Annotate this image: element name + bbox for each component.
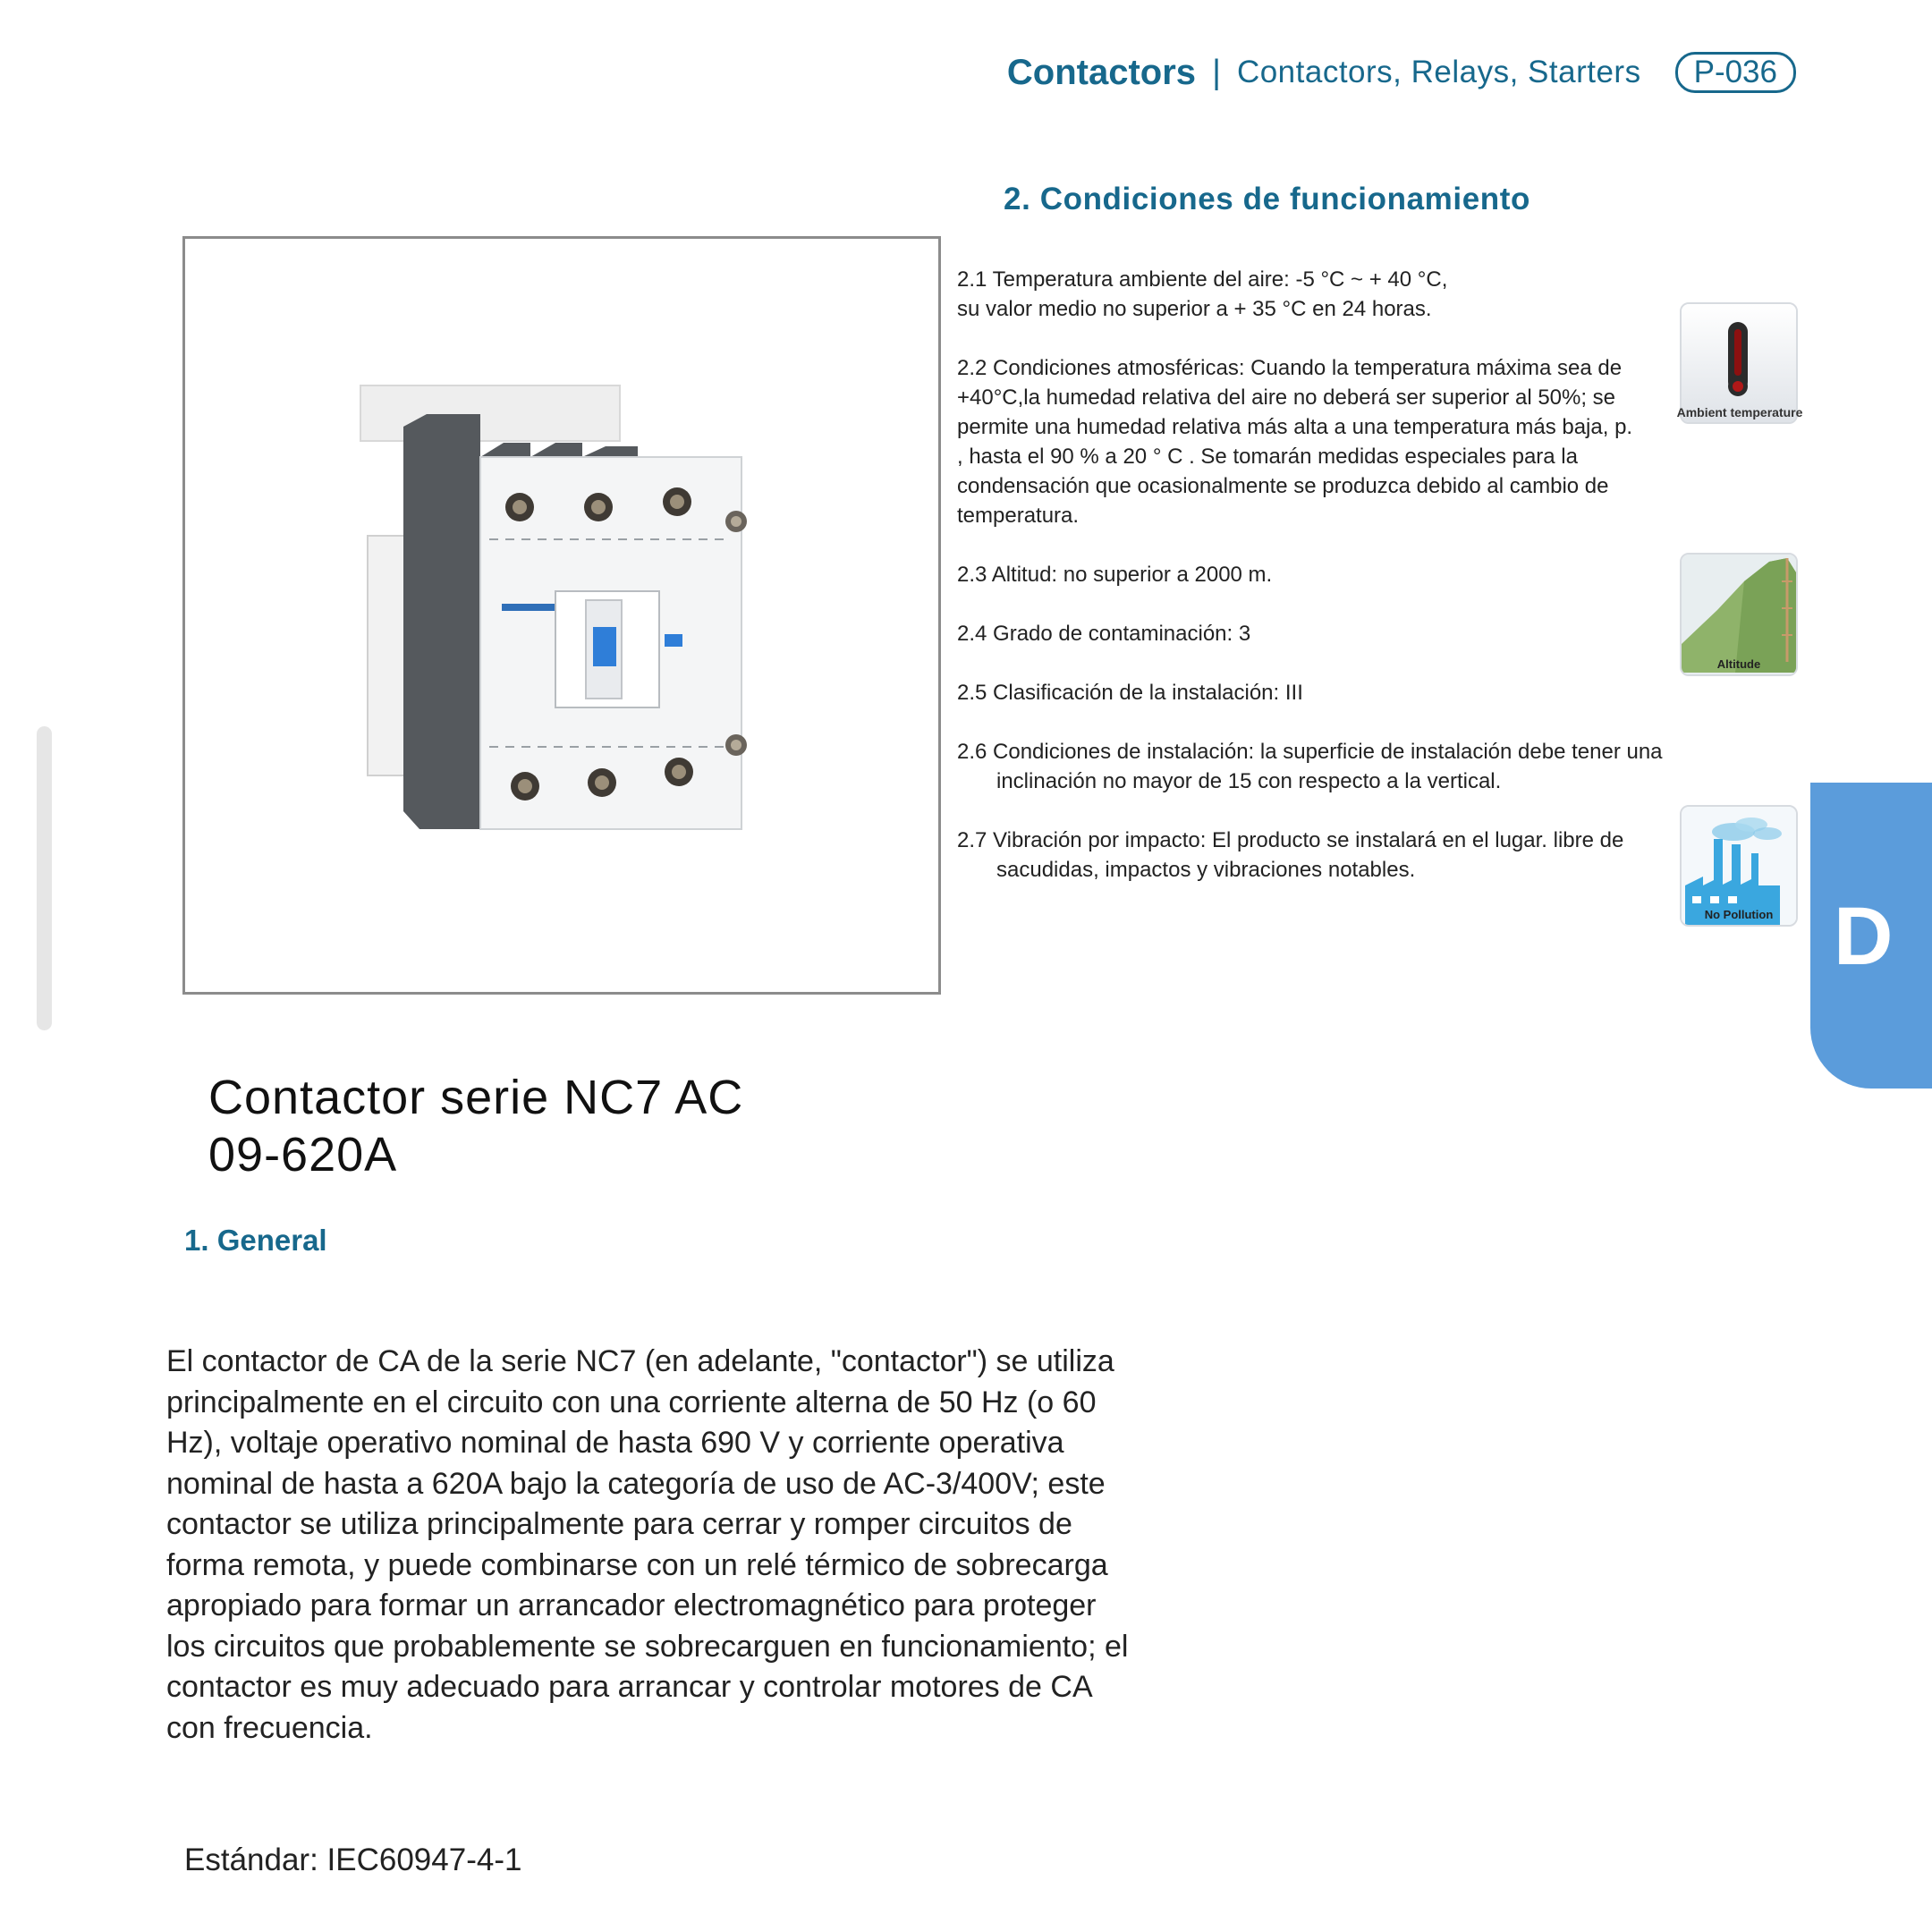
- condition-item: [957, 826, 1664, 885]
- product-title: [208, 1069, 743, 1183]
- scroll-indicator[interactable]: [37, 726, 52, 1030]
- general-description: El contactor de CA de la serie NC7 (en adelante, "contactor") se utiliza principalmente en el circuito con una corriente alterna de 50 Hz (o 60 Hz), voltaje operativo nominal de hasta 690 V y corriente operativa nominal de hasta a 620A bajo la categoría de uso de AC-3/400V; este contactor se utiliza principalmente para cerrar y romper circuitos de forma remota, y puede combinarse con un relé térmico de sobrecarga apropiado para formar un arrancador electromagnético para proteger los circuitos que probablemente se sobrecarguen en funcionamiento; el contactor es muy adecuado para arrancar y controlar motores de CA con frecuencia.: [166, 1344, 1129, 1745]
- product-title-line-2: 09-620A: [208, 1128, 398, 1182]
- mountain-icon: [1680, 553, 1798, 676]
- condition-text: 2.4 Grado de contaminación: 3: [957, 622, 1251, 646]
- section-tab[interactable]: [1810, 783, 1932, 1089]
- condition-text: 2.7 Vibración por impacto: El producto se instalará en el lugar. libre de sacudidas, impactos y vibraciones notables.: [957, 828, 1624, 882]
- page-number-badge: P-036: [1675, 52, 1796, 93]
- product-image: [182, 236, 941, 995]
- section-tab-letter: D: [1834, 891, 1894, 982]
- condition-text: 2.3 Altitud: no superior a 2000 m.: [957, 563, 1273, 587]
- header-separator: |: [1212, 53, 1221, 91]
- condition-item: [957, 619, 1664, 648]
- condition-text: 2.5 Clasificación de la instalación: III: [957, 681, 1303, 705]
- product-title-line-1: Contactor serie NC7 AC: [208, 1071, 744, 1124]
- conditions-list: [957, 265, 1664, 914]
- standard-reference: Estándar: IEC60947-4-1: [184, 1843, 522, 1877]
- altitude-label: Altitude: [1716, 657, 1761, 671]
- condition-item: [957, 560, 1664, 589]
- section-2-heading: 2. Condiciones de funcionamiento: [1004, 182, 1530, 216]
- condition-item: [957, 737, 1664, 796]
- header-title: Contactors: [1006, 52, 1197, 92]
- factory-icon: [1680, 805, 1798, 927]
- page-header: [1007, 52, 1796, 93]
- section-1-heading: 1. General: [184, 1224, 327, 1257]
- condition-text: 2.1 Temperatura ambiente del aire: -5 °C ~ + 40 °C, su valor medio no superior a + 35 °C en 24 horas.: [957, 267, 1448, 321]
- condition-text: 2.6 Condiciones de instalación: la superficie de instalación debe tener una inclinación no mayor de 15 con respecto a la vertical.: [957, 740, 1663, 793]
- ambient-temperature-label: Ambient temperature: [1676, 405, 1803, 419]
- contactor-illustration: [185, 239, 938, 992]
- condition-item: [957, 678, 1664, 707]
- condition-item: [957, 353, 1664, 530]
- condition-item: [957, 265, 1664, 324]
- header-subtitle: Contactors, Relays, Starters: [1236, 55, 1641, 89]
- condition-text: 2.2 Condiciones atmosféricas: Cuando la temperatura máxima sea de +40°C,la humedad relativa del aire no deberá ser superior al 50%; se permite una humedad relativa más alta a una temperatura más baja, p. , hasta el 90 % a 20 ° C . Se tomarán medidas especiales para la condensación que ocasionalmente se produzca debido al cambio de temperatura.: [957, 356, 1633, 528]
- no-pollution-label: No Pollution: [1704, 908, 1774, 921]
